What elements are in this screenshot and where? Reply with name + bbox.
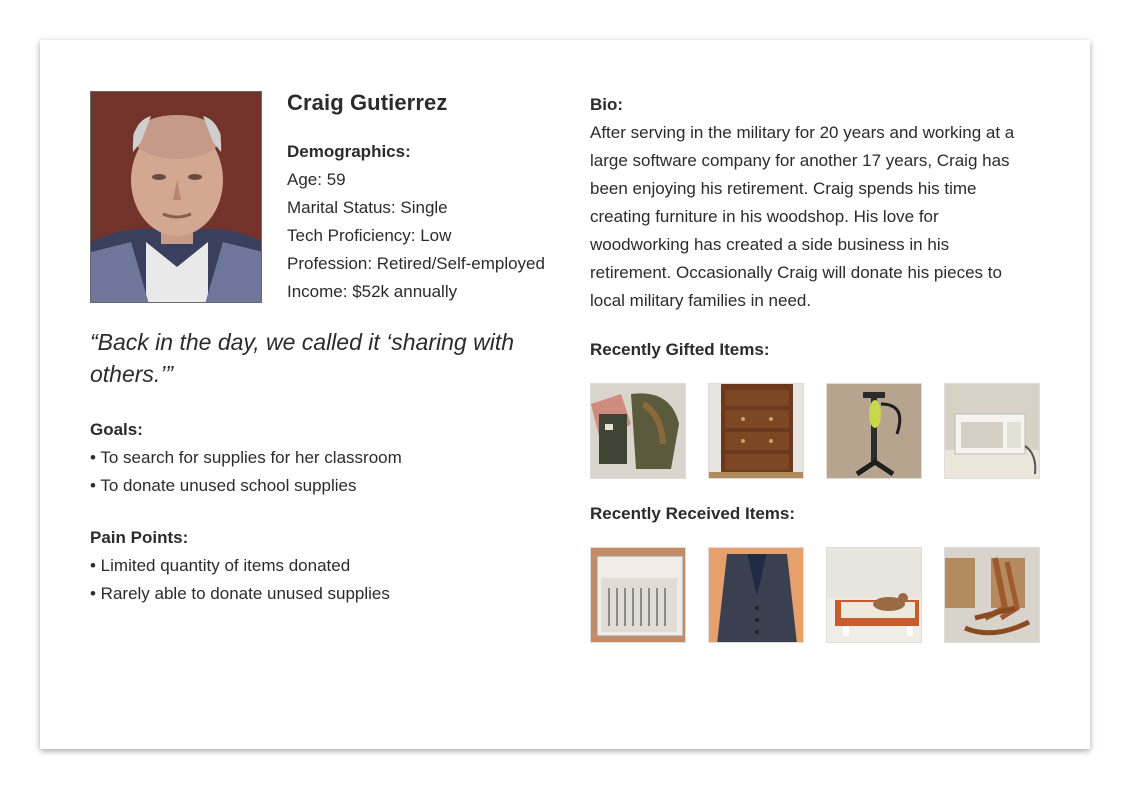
dog-bed-photo[interactable] xyxy=(826,547,922,643)
profile-photo xyxy=(90,91,262,303)
persona-card xyxy=(40,40,1090,749)
bio-line: local military families in need. xyxy=(590,291,812,310)
pain-point-item: • Limited quantity of items donated xyxy=(90,556,351,575)
goals-section xyxy=(90,416,402,500)
pain-points-title: Pain Points: xyxy=(90,528,189,547)
marital-status: Marital Status: Single xyxy=(287,198,448,217)
goal-item: • To search for supplies for her classroom xyxy=(90,448,402,467)
goal-item: • To donate unused school supplies xyxy=(90,476,357,495)
tech-proficiency: Tech Proficiency: Low xyxy=(287,226,452,245)
age: Age: 59 xyxy=(287,170,346,189)
microwave-photo[interactable] xyxy=(944,383,1040,479)
bio-line: retirement. Occasionally Craig will donate his pieces to xyxy=(590,263,1002,282)
bio-line: After serving in the military for 20 years and working at a xyxy=(590,123,1015,142)
persona-name: Craig Gutierrez xyxy=(287,90,448,115)
pain-point-item: • Rarely able to donate unused supplies xyxy=(90,584,390,603)
received-items-title: Recently Received Items: xyxy=(590,504,796,523)
pain-points-section xyxy=(90,524,390,608)
silverware-set-photo[interactable] xyxy=(590,547,686,643)
bio-line: woodworking has created a side business in his xyxy=(590,235,950,254)
bio-section xyxy=(590,91,1045,315)
gifted-items-row xyxy=(590,383,1040,479)
income: Income: $52k annually xyxy=(287,282,458,301)
bike-pump-photo[interactable] xyxy=(826,383,922,479)
bio-line: creating furniture in his woodshop. His love for xyxy=(590,207,939,226)
goals-title: Goals: xyxy=(90,420,143,439)
received-items-row xyxy=(590,547,1040,643)
boots-photo[interactable] xyxy=(590,383,686,479)
bio-line: been enjoying his retirement. Craig spends his time xyxy=(590,179,977,198)
profession: Profession: Retired/Self-employed xyxy=(287,254,545,273)
bio-line: large software company for another 17 years, Craig has xyxy=(590,151,1010,170)
vest-photo[interactable] xyxy=(708,547,804,643)
dresser-photo[interactable] xyxy=(708,383,804,479)
demographics xyxy=(287,138,545,306)
persona-quote: “Back in the day, we called it ‘sharing with others.’” xyxy=(90,329,514,387)
gifted-items-title: Recently Gifted Items: xyxy=(590,340,770,359)
rocking-chair-photo[interactable] xyxy=(944,547,1040,643)
bio-title: Bio: xyxy=(590,95,624,114)
demographics-label: Demographics: xyxy=(287,142,411,161)
